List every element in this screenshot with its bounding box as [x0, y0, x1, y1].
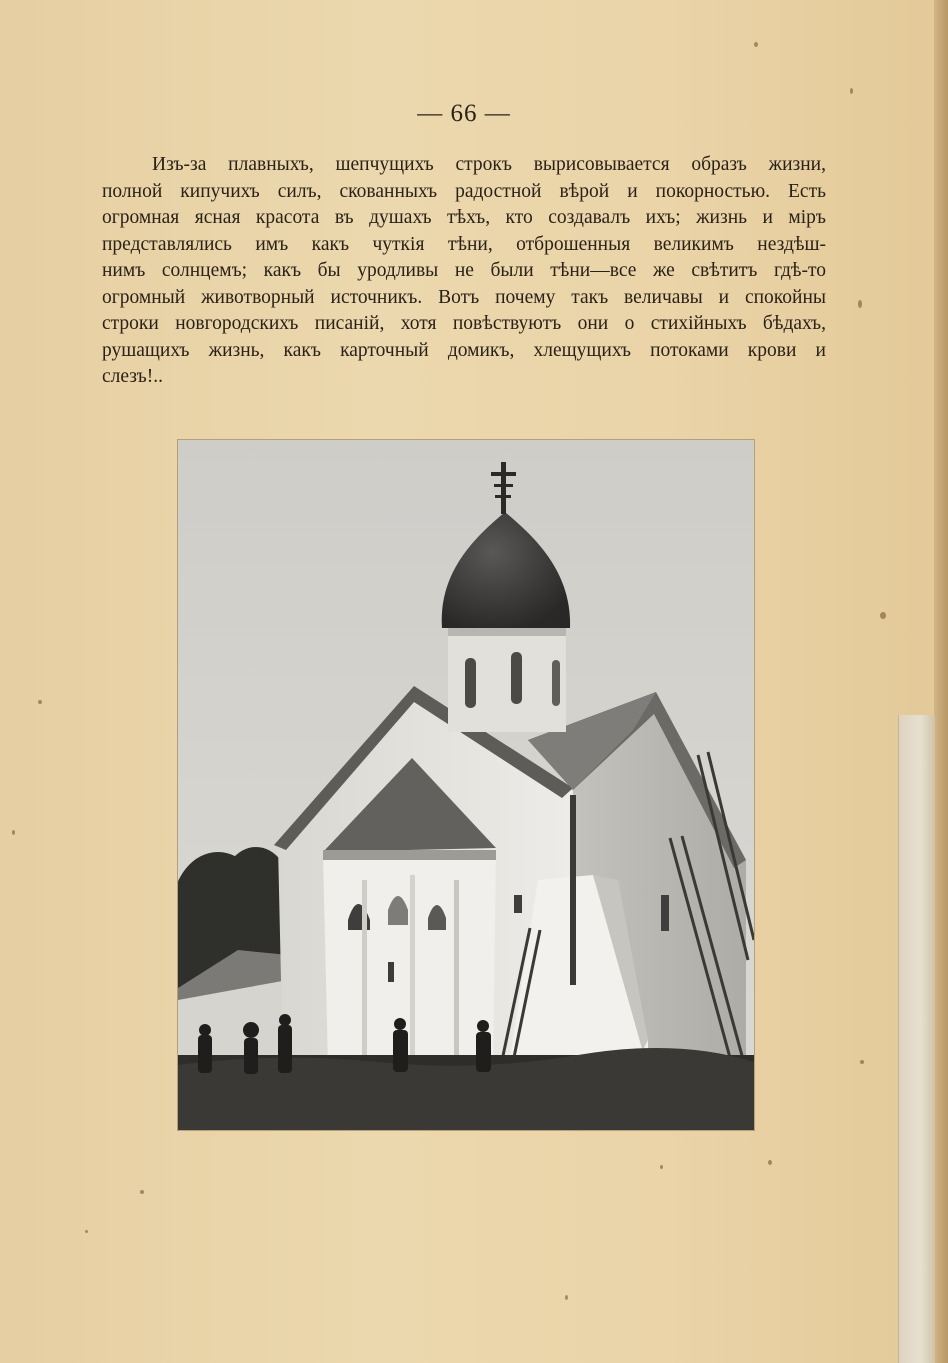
body-paragraph [102, 152, 826, 391]
text-line: огромный животворный источникъ. Вотъ почему такъ величавы и спокойны [102, 286, 826, 308]
paper-speck [660, 1165, 663, 1169]
torn-paper-strip [898, 715, 935, 1363]
paper-speck [768, 1160, 772, 1165]
page-edge [934, 0, 948, 1363]
paper-speck [565, 1295, 568, 1300]
paper-speck [880, 612, 886, 619]
text-line: слезъ!.. [102, 366, 163, 387]
paper-speck [85, 1230, 88, 1233]
church-photograph [178, 440, 754, 1130]
paper-speck [12, 830, 15, 835]
paper-speck [754, 42, 758, 47]
text-line: нимъ солнцемъ; какъ бы уродливы не были тѣни—все же свѣтитъ гдѣ-то [102, 260, 826, 281]
text-line: огромная ясная красота въ душахъ тѣхъ, кто создавалъ ихъ; жизнь и міръ [102, 207, 826, 228]
paper-speck [858, 300, 862, 308]
text-line: строки новгородскихъ писаній, хотя повѣствуютъ они о стихійныхъ бѣдахъ, [102, 313, 826, 334]
text-line: Изъ-за плавныхъ, шепчущихъ строкъ вырисовывается образъ жизни, [152, 154, 826, 175]
paper-speck [850, 88, 853, 94]
text-line: представлялись имъ какъ чуткія тѣни, отброшенныя великимъ нездѣш- [102, 233, 826, 255]
page-number: — 66 — [417, 100, 511, 127]
paper-speck [140, 1190, 144, 1194]
text-line: полной кипучихъ силъ, скованныхъ радостной вѣрой и покорностью. Есть [102, 180, 826, 202]
text-line: рушащихъ жизнь, какъ карточный домикъ, хлещущихъ потоками крови и [102, 339, 826, 361]
paper-speck [38, 700, 42, 704]
paper-speck [860, 1060, 864, 1064]
